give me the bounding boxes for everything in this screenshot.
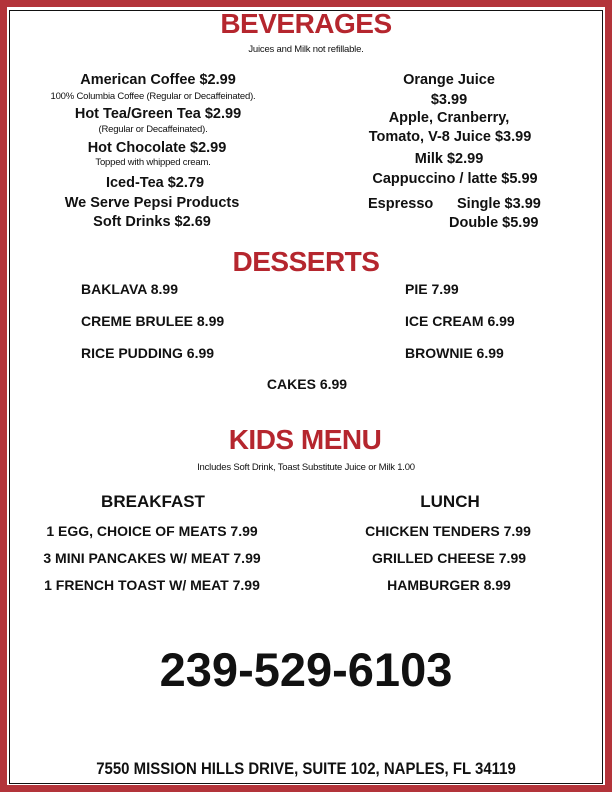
- beverages-note: Juices and Milk not refillable.: [248, 44, 364, 55]
- american-coffee: American Coffee $2.99: [80, 72, 236, 88]
- breakfast-title: BREAKFAST: [101, 492, 205, 511]
- juices-line2: Tomato, V-8 Juice $3.99: [368, 129, 532, 145]
- breakfast-item: 3 MINI PANCAKES W/ MEAT 7.99: [43, 550, 261, 566]
- breakfast-item: 1 EGG, CHOICE OF MEATS 7.99: [46, 523, 258, 539]
- phone-number: 239-529-6103: [159, 643, 453, 696]
- dessert-item: CREME BRULEE 8.99: [81, 313, 225, 329]
- pepsi-products: We Serve Pepsi Products: [64, 195, 240, 211]
- desserts-title: DESSERTS: [232, 246, 380, 277]
- cappuccino: Cappuccino / latte $5.99: [372, 171, 538, 187]
- american-coffee-note: 100% Columbia Coffee (Regular or Decaffeinated).: [50, 91, 256, 102]
- orange-juice-price: $3.99: [430, 92, 468, 108]
- soft-drinks: Soft Drinks $2.69: [93, 214, 211, 230]
- milk: Milk $2.99: [414, 151, 484, 167]
- kids-menu-note: Includes Soft Drink, Toast Substitute Juice or Milk 1.00: [197, 462, 415, 473]
- dessert-item: ICE CREAM 6.99: [405, 313, 515, 329]
- hot-tea-note: (Regular or Decaffeinated).: [98, 124, 208, 135]
- hot-chocolate: Hot Chocolate $2.99: [87, 140, 227, 156]
- kids-menu-title: KIDS MENU: [228, 424, 382, 455]
- hot-tea: Hot Tea/Green Tea $2.99: [74, 106, 242, 122]
- juices-line1: Apple, Cranberry,: [388, 110, 510, 126]
- lunch-item: CHICKEN TENDERS 7.99: [365, 523, 531, 539]
- dessert-item: PIE 7.99: [405, 281, 459, 297]
- lunch-item: HAMBURGER 8.99: [387, 577, 511, 593]
- espresso-single: Single $3.99: [457, 196, 541, 212]
- orange-juice: Orange Juice: [403, 72, 495, 88]
- dessert-item: BROWNIE 6.99: [405, 345, 504, 361]
- dessert-item: RICE PUDDING 6.99: [81, 345, 215, 361]
- address: 7550 MISSION HILLS DRIVE, SUITE 102, NAPLES, FL 34119: [96, 759, 516, 778]
- dessert-item: BAKLAVA 8.99: [81, 281, 178, 297]
- dessert-item-cakes: CAKES 6.99: [266, 376, 348, 392]
- breakfast-item: 1 FRENCH TOAST W/ MEAT 7.99: [44, 577, 260, 593]
- espresso-double: Double $5.99: [449, 215, 539, 231]
- beverages-title: BEVERAGES: [220, 8, 392, 39]
- iced-tea: Iced-Tea $2.79: [105, 175, 205, 191]
- espresso: Espresso: [368, 196, 434, 212]
- hot-chocolate-note: Topped with whipped cream.: [95, 157, 211, 168]
- lunch-item: GRILLED CHEESE 7.99: [371, 550, 527, 566]
- lunch-title: LUNCH: [420, 492, 480, 511]
